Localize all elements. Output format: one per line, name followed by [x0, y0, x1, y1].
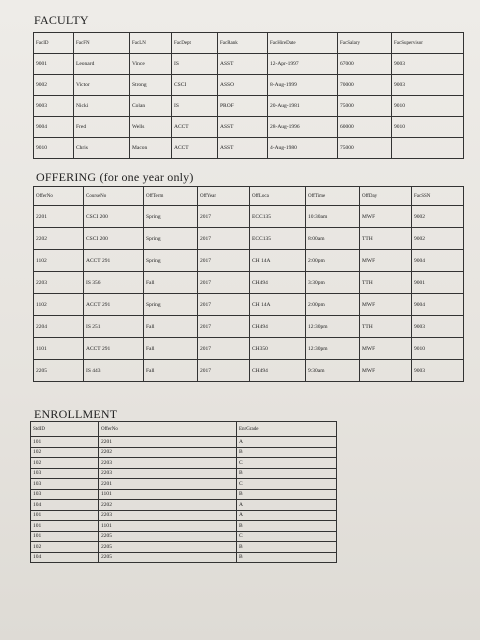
table-cell: 2017 — [198, 338, 250, 360]
faculty-table — [33, 32, 464, 159]
enrollment-column-header: EnrGrade — [237, 422, 337, 437]
table-row — [31, 531, 337, 542]
table-cell: 2204 — [34, 316, 84, 338]
table-cell: CH494 — [250, 316, 306, 338]
table-cell: 2205 — [99, 542, 237, 553]
table-cell: CH494 — [250, 272, 306, 294]
table-cell: 9010 — [392, 117, 464, 138]
table-cell: 102 — [31, 542, 99, 553]
table-cell: 1101 — [34, 338, 84, 360]
table-cell: MWF — [360, 250, 412, 272]
table-cell: Leonard — [74, 54, 130, 75]
faculty-column-header: FacID — [34, 33, 74, 54]
faculty-column-header: FacRank — [218, 33, 268, 54]
table-cell: Macon — [130, 138, 172, 159]
table-cell: ECC135 — [250, 206, 306, 228]
enrollment-header-row — [31, 422, 337, 437]
table-cell: MWF — [360, 294, 412, 316]
faculty-title: FACULTY — [34, 13, 89, 27]
offering-column-header: OffYear — [198, 187, 250, 206]
table-cell: 70000 — [338, 75, 392, 96]
table-cell: 2017 — [198, 316, 250, 338]
offering-column-header: OfferNo — [34, 187, 84, 206]
table-cell: 75000 — [338, 138, 392, 159]
table-row — [34, 96, 464, 117]
table-cell: 102 — [31, 447, 99, 458]
table-cell: 103 — [31, 468, 99, 479]
table-cell: Wells — [130, 117, 172, 138]
table-cell: Chris — [74, 138, 130, 159]
table-cell: 8:00am — [306, 228, 360, 250]
table-cell: 9004 — [412, 294, 464, 316]
table-cell: 1101 — [99, 521, 237, 532]
table-cell: 9004 — [412, 250, 464, 272]
table-cell: 9002 — [412, 206, 464, 228]
table-cell: 2205 — [34, 360, 84, 382]
table-cell: Spring — [144, 294, 198, 316]
table-row — [34, 138, 464, 159]
table-cell: 101 — [31, 521, 99, 532]
table-cell: 9002 — [34, 75, 74, 96]
table-row — [34, 75, 464, 96]
table-cell: 9010 — [34, 138, 74, 159]
table-cell: Nicki — [74, 96, 130, 117]
table-cell: B — [237, 447, 337, 458]
offering-header-row — [34, 187, 464, 206]
table-cell: C — [237, 458, 337, 469]
offering-table — [33, 186, 464, 382]
table-cell: 9010 — [392, 96, 464, 117]
table-cell: 2017 — [198, 206, 250, 228]
table-cell: 101 — [31, 510, 99, 521]
table-cell: Fall — [144, 316, 198, 338]
table-cell: Spring — [144, 228, 198, 250]
table-row — [34, 54, 464, 75]
table-row — [34, 228, 464, 250]
table-cell: Spring — [144, 206, 198, 228]
table-cell: A — [237, 510, 337, 521]
offering-column-header: OffDay — [360, 187, 412, 206]
table-cell: IS — [172, 96, 218, 117]
table-cell: CH350 — [250, 338, 306, 360]
table-cell: 2201 — [34, 206, 84, 228]
table-cell: 2203 — [99, 510, 237, 521]
table-cell: 9003 — [412, 316, 464, 338]
table-cell: TTH — [360, 272, 412, 294]
table-cell: 9003 — [392, 54, 464, 75]
table-cell: 20-Aug-1981 — [268, 96, 338, 117]
table-cell: 9004 — [34, 117, 74, 138]
table-cell: A — [237, 500, 337, 511]
table-cell: 75000 — [338, 96, 392, 117]
table-row — [31, 510, 337, 521]
table-cell: C — [237, 531, 337, 542]
table-cell: CH494 — [250, 360, 306, 382]
table-cell: ACCT 291 — [84, 250, 144, 272]
table-cell: 104 — [31, 552, 99, 563]
faculty-column-header: FacHireDate — [268, 33, 338, 54]
table-cell: B — [237, 552, 337, 563]
table-cell: Fall — [144, 272, 198, 294]
faculty-header-row — [34, 33, 464, 54]
table-cell: 1102 — [34, 294, 84, 316]
table-cell: B — [237, 521, 337, 532]
table-cell: 101 — [31, 437, 99, 448]
table-cell: CSCI 200 — [84, 228, 144, 250]
faculty-column-header: FacDept — [172, 33, 218, 54]
enrollment-body — [31, 437, 337, 563]
table-row — [31, 437, 337, 448]
table-cell: 2202 — [99, 447, 237, 458]
offering-column-header: OffTerm — [144, 187, 198, 206]
table-cell: IS — [172, 54, 218, 75]
table-cell: 2:00pm — [306, 250, 360, 272]
table-cell: Colan — [130, 96, 172, 117]
table-cell: 2203 — [99, 458, 237, 469]
table-row — [34, 117, 464, 138]
table-cell: 1101 — [99, 489, 237, 500]
table-cell: ASST — [218, 138, 268, 159]
table-cell: 103 — [31, 489, 99, 500]
table-cell: 4-Aug-1980 — [268, 138, 338, 159]
table-cell: 102 — [31, 458, 99, 469]
table-cell: 12:30pm — [306, 316, 360, 338]
table-cell: B — [237, 489, 337, 500]
table-row — [31, 489, 337, 500]
table-cell: B — [237, 468, 337, 479]
faculty-column-header: FacFN — [74, 33, 130, 54]
table-cell: 8-Aug-1999 — [268, 75, 338, 96]
table-row — [31, 479, 337, 490]
table-cell: 9001 — [412, 272, 464, 294]
table-cell: ECC135 — [250, 228, 306, 250]
offering-column-header: FacSSN — [412, 187, 464, 206]
table-cell: MWF — [360, 206, 412, 228]
faculty-body — [34, 54, 464, 159]
table-cell: 2203 — [34, 272, 84, 294]
table-cell: TTH — [360, 316, 412, 338]
table-cell: Vince — [130, 54, 172, 75]
table-cell: C — [237, 479, 337, 490]
table-cell: TTH — [360, 228, 412, 250]
table-cell: IS 443 — [84, 360, 144, 382]
table-cell: MWF — [360, 360, 412, 382]
faculty-column-header: FacSupervisor — [392, 33, 464, 54]
table-cell: 2203 — [99, 468, 237, 479]
table-cell: 9002 — [412, 228, 464, 250]
table-cell: Victor — [74, 75, 130, 96]
table-cell: 2017 — [198, 250, 250, 272]
table-cell: 28-Aug-1996 — [268, 117, 338, 138]
table-row — [31, 521, 337, 532]
table-cell: 2017 — [198, 228, 250, 250]
table-cell: Fall — [144, 360, 198, 382]
table-row — [31, 458, 337, 469]
table-cell — [392, 138, 464, 159]
table-row — [31, 552, 337, 563]
table-cell: ASST — [218, 54, 268, 75]
table-cell: 2201 — [99, 437, 237, 448]
table-cell: 104 — [31, 500, 99, 511]
table-cell: ASST — [218, 117, 268, 138]
table-cell: PROF — [218, 96, 268, 117]
table-row — [34, 206, 464, 228]
table-cell: CSCI — [172, 75, 218, 96]
table-cell: 103 — [31, 479, 99, 490]
table-cell: Strong — [130, 75, 172, 96]
table-cell: 9:30am — [306, 360, 360, 382]
table-cell: 2017 — [198, 294, 250, 316]
enrollment-column-header: OfferNo — [99, 422, 237, 437]
table-cell: 2:00pm — [306, 294, 360, 316]
table-cell: IS 251 — [84, 316, 144, 338]
table-cell: 101 — [31, 531, 99, 542]
table-cell: B — [237, 542, 337, 553]
table-cell: 9003 — [412, 360, 464, 382]
offering-column-header: CourseNo — [84, 187, 144, 206]
table-row — [34, 316, 464, 338]
table-cell: ACCT 291 — [84, 294, 144, 316]
table-cell: 9010 — [412, 338, 464, 360]
table-cell: ACCT — [172, 117, 218, 138]
table-cell: 2017 — [198, 272, 250, 294]
table-cell: 2202 — [99, 500, 237, 511]
table-cell: A — [237, 437, 337, 448]
table-cell: IS 356 — [84, 272, 144, 294]
table-cell: 1102 — [34, 250, 84, 272]
table-row — [34, 272, 464, 294]
table-row — [31, 447, 337, 458]
table-cell: Fall — [144, 338, 198, 360]
table-cell: 3:30pm — [306, 272, 360, 294]
table-cell: 12:30pm — [306, 338, 360, 360]
table-row — [34, 250, 464, 272]
table-cell: ACCT — [172, 138, 218, 159]
table-row — [34, 294, 464, 316]
enrollment-table — [30, 421, 337, 563]
table-cell: ASSO — [218, 75, 268, 96]
table-cell: 60000 — [338, 117, 392, 138]
table-cell: 12-Apr-1997 — [268, 54, 338, 75]
offering-body — [34, 206, 464, 382]
table-cell: MWF — [360, 338, 412, 360]
table-cell: 2202 — [34, 228, 84, 250]
table-row — [31, 542, 337, 553]
table-row — [34, 338, 464, 360]
table-cell: Spring — [144, 250, 198, 272]
offering-column-header: OffLoca — [250, 187, 306, 206]
table-cell: 2201 — [99, 479, 237, 490]
table-cell: 9001 — [34, 54, 74, 75]
table-row — [34, 360, 464, 382]
table-cell: CH 14A — [250, 250, 306, 272]
table-cell: 9003 — [34, 96, 74, 117]
table-cell: 2017 — [198, 360, 250, 382]
table-cell: Fred — [74, 117, 130, 138]
offering-title: OFFERING (for one year only) — [36, 170, 194, 184]
offering-column-header: OffTime — [306, 187, 360, 206]
enrollment-column-header: StdID — [31, 422, 99, 437]
table-row — [31, 468, 337, 479]
table-cell: CSCI 200 — [84, 206, 144, 228]
enrollment-title: ENROLLMENT — [34, 407, 118, 421]
table-row — [31, 500, 337, 511]
table-cell: ACCT 291 — [84, 338, 144, 360]
faculty-column-header: FacLN — [130, 33, 172, 54]
table-cell: CH 14A — [250, 294, 306, 316]
faculty-column-header: FacSalary — [338, 33, 392, 54]
table-cell: 2205 — [99, 552, 237, 563]
table-cell: 2205 — [99, 531, 237, 542]
table-cell: 10:30am — [306, 206, 360, 228]
table-cell: 9003 — [392, 75, 464, 96]
table-cell: 67000 — [338, 54, 392, 75]
